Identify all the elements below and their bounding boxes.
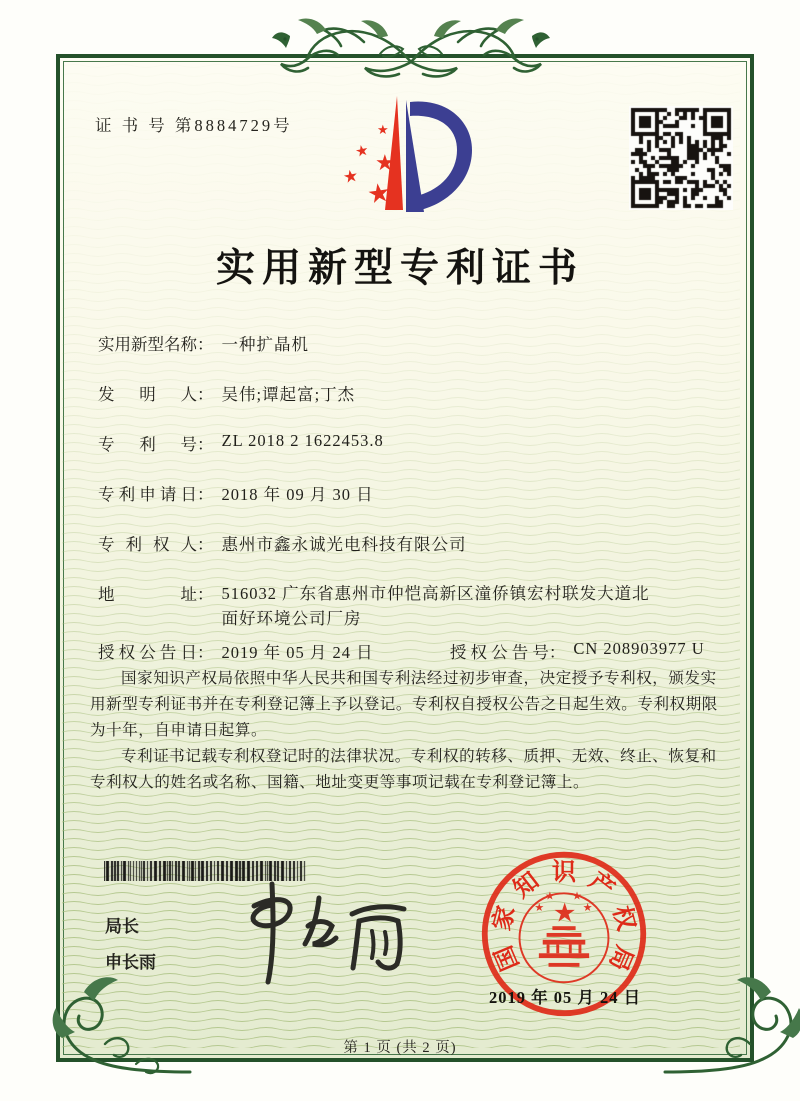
field-label: 授权公告日	[98, 643, 197, 662]
seal-emblem	[520, 891, 609, 982]
field-value: 516032 广东省惠州市仲恺高新区潼侨镇宏村联发大道北面好环境公司厂房	[221, 584, 650, 628]
field-label: 地址	[98, 585, 197, 604]
svg-text:★: ★	[572, 891, 582, 903]
field-value: 吴伟;谭起富;丁杰	[221, 385, 356, 404]
svg-text:家: 家	[488, 903, 521, 934]
svg-text:知: 知	[508, 867, 545, 904]
field-label: 发明人	[98, 385, 197, 404]
field-row-name: 实用新型名称： 一种扩晶机	[98, 331, 309, 355]
certificate-title: 实用新型专利证书	[215, 247, 584, 290]
svg-text:局: 局	[603, 941, 638, 975]
legal-paragraph: 国家知识产权局依照中华人民共和国专利法经过初步审查，决定授予专利权，颁发实用新型专利证书并在专利登记簿上予以登记。专利权自授权公告之日起生效。专利权期限为十年，自申请日起算。	[90, 670, 718, 739]
grant-date-value: 2019 年 05 月 24 日	[221, 643, 374, 662]
cnipa-patent-logo	[325, 90, 475, 218]
officer-name: 申长雨	[105, 953, 156, 972]
svg-text:产: 产	[583, 867, 620, 904]
field-value: ZL 2018 2 1622453.8	[221, 431, 384, 450]
svg-text:★: ★	[545, 891, 555, 903]
field-value: 一种扩晶机	[221, 335, 309, 354]
field-row-patentee: 专利权人： 惠州市鑫永诚光电科技有限公司	[98, 531, 467, 555]
certificate-number: 证 书 号 第8884729号	[95, 116, 293, 135]
seal-date: 2019 年 05 月 24 日	[488, 988, 642, 1007]
field-value: 2018 年 09 月 30 日	[221, 485, 374, 504]
svg-text:识: 识	[551, 858, 577, 886]
svg-text:★: ★	[377, 123, 389, 138]
qr-code	[629, 106, 733, 210]
handwritten-signature	[216, 876, 416, 988]
svg-text:★: ★	[365, 177, 393, 211]
page-footer: 第 1 页 (共 2 页)	[343, 1040, 457, 1056]
legal-paragraph: 专利证书记载专利权登记时的法律状况。专利权的转移、质押、无效、终止、恢复和专利权人的姓名或名称、国籍、地址变更等事项记载在专利登记簿上。	[90, 748, 717, 791]
qr-code-container	[629, 106, 733, 210]
grant-number-value: CN 208903977 U	[573, 639, 705, 658]
field-row-patent-no: 专利号： ZL 2018 2 1622453.8	[98, 431, 384, 454]
field-row-address: 地址： 516032 广东省惠州市仲恺高新区潼侨镇宏村联发大道北面好环境公司厂房	[98, 581, 652, 631]
field-label: 专利号	[98, 435, 197, 454]
field-label: 授权公告号	[449, 643, 549, 662]
grant-row: 授权公告日： 2019 年 05 月 24 日 授权公告号： CN 208903977 U	[98, 639, 705, 662]
svg-text:★: ★	[535, 902, 544, 914]
field-value: 惠州市鑫永诚光电科技有限公司	[221, 535, 467, 554]
logo-stars	[342, 123, 395, 211]
field-row-filing-date: 专利申请日： 2018 年 09 月 30 日	[98, 481, 374, 505]
svg-text:权: 权	[607, 903, 640, 934]
officer-title: 局长	[105, 917, 139, 936]
svg-text:★: ★	[353, 140, 371, 162]
field-label: 实用新型名称	[98, 335, 197, 354]
field-row-inventor: 发明人： 吴伟;谭起富;丁杰	[98, 381, 355, 405]
legal-text	[90, 666, 718, 796]
svg-text:★: ★	[554, 900, 576, 927]
field-label: 专利权人	[98, 535, 197, 554]
svg-text:★: ★	[375, 151, 395, 176]
svg-text:★: ★	[583, 902, 593, 914]
field-label: 专利申请日	[98, 485, 197, 504]
svg-text:国: 国	[490, 941, 525, 975]
svg-text:★: ★	[341, 165, 361, 189]
